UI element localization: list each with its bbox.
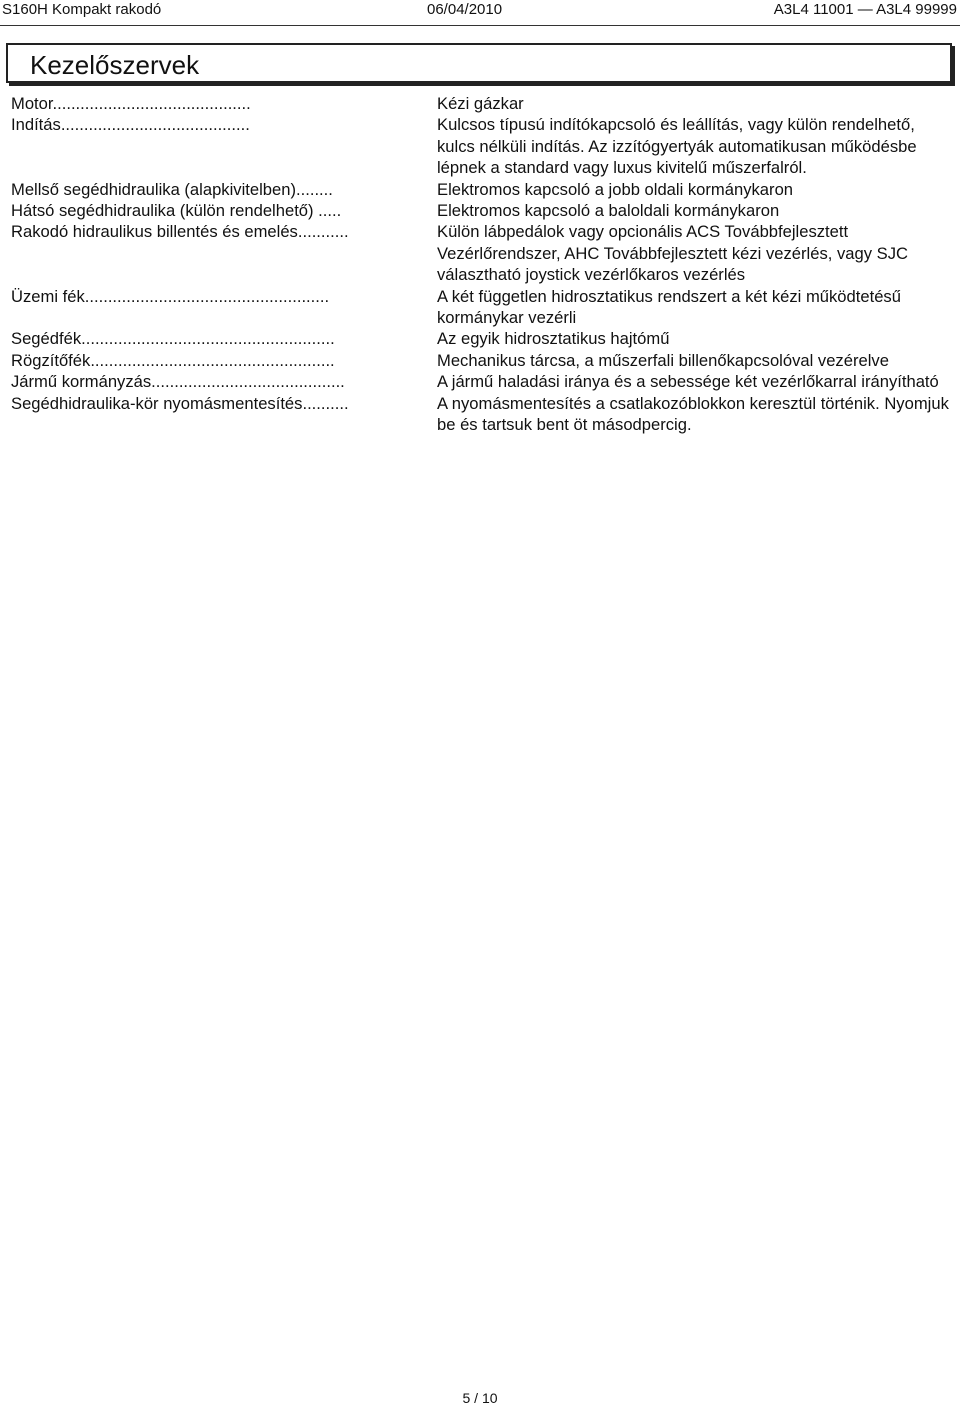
document-title: S160H Kompakt rakodó (2, 1, 162, 18)
spec-value-line: Kézi gázkar (437, 94, 524, 113)
spec-value-line: lépnek a standard vagy luxus kivitelű műszerfalról. (437, 158, 807, 178)
spec-label: Rakodó hidraulikus billentés és emelés........... (11, 222, 349, 242)
spec-label: Motor........................................... (11, 94, 251, 113)
spec-value-line: Az egyik hidrosztatikus hajtómű (437, 329, 670, 349)
spec-label: Üzemi fék..................................................... (11, 286, 330, 306)
spec-label: Indítás......................................... (11, 115, 250, 135)
spec-label: Segédfék....................................................... (11, 329, 335, 349)
spec-value-line: A két független hidrosztatikus rendszert a két kézi működtetésű (437, 286, 901, 306)
spec-value-line: Külön lábpedálok vagy opcionális ACS Továbbfejlesztett (437, 222, 849, 242)
spec-value (437, 114, 951, 178)
header-divider (0, 25, 960, 26)
spec-row (11, 93, 951, 114)
spec-row (11, 393, 951, 436)
spec-value (437, 93, 951, 114)
spec-value-line: A jármű haladási iránya és a sebessége két vezérlőkarral irányítható (437, 372, 939, 392)
section-title: Kezelőszervek (30, 50, 200, 80)
spec-list (11, 93, 951, 436)
spec-value (437, 350, 951, 371)
spec-label: Hátsó segédhidraulika (külön rendelhető) ..... (11, 201, 342, 221)
spec-value (437, 328, 951, 349)
spec-row (11, 179, 951, 200)
spec-row (11, 200, 951, 221)
spec-value (437, 221, 951, 285)
spec-value-line: be és tartsuk bent öt másodpercig. (437, 415, 692, 435)
spec-value (437, 286, 951, 329)
serial-range: A3L4 11001 — A3L4 99999 (773, 1, 957, 18)
spec-row (11, 328, 951, 349)
spec-value-line: kulcs nélküli indítás. Az izzítógyertyák automatikusan működésbe (437, 136, 917, 156)
page-number: 5 / 10 (462, 1390, 498, 1406)
spec-label: Mellső segédhidraulika (alapkivitelben)........ (11, 179, 333, 199)
spec-value-line: Vezérlőrendszer, AHC Továbbfejlesztett kézi vezérlés, vagy SJC (437, 243, 908, 263)
spec-value-line: Elektromos kapcsoló a jobb oldali kormánykaron (437, 179, 794, 199)
spec-value (437, 371, 951, 392)
spec-value-line: választható joystick vezérlőkaros vezérlés (437, 265, 746, 285)
spec-value-line: Kulcsos típusú indítókapcsoló és leállítás, vagy külön rendelhető, (437, 115, 915, 135)
document-date: 06/04/2010 (427, 1, 503, 18)
spec-value-line: A nyomásmentesítés a csatlakozóblokkon keresztül történik. Nyomjuk (437, 393, 949, 413)
spec-label: Segédhidraulika-kör nyomásmentesítés.......... (11, 393, 349, 413)
spec-row (11, 221, 951, 285)
spec-row (11, 350, 951, 371)
spec-value-line: Elektromos kapcsoló a baloldali kormánykaron (437, 201, 780, 221)
spec-value-line: kormánykar vezérli (437, 308, 577, 328)
section-heading-box (6, 43, 952, 83)
spec-row (11, 371, 951, 392)
spec-label: Rögzítőfék..................................................... (11, 350, 335, 370)
spec-row (11, 114, 951, 178)
spec-value (437, 393, 955, 436)
spec-label: Jármű kormányzás.......................................... (11, 372, 345, 392)
spec-value (437, 179, 951, 200)
page-header (0, 0, 960, 22)
spec-value (437, 200, 951, 221)
spec-value-line: Mechanikus tárcsa, a műszerfali billenőkapcsolóval vezérelve (437, 350, 889, 370)
spec-row (11, 286, 951, 329)
